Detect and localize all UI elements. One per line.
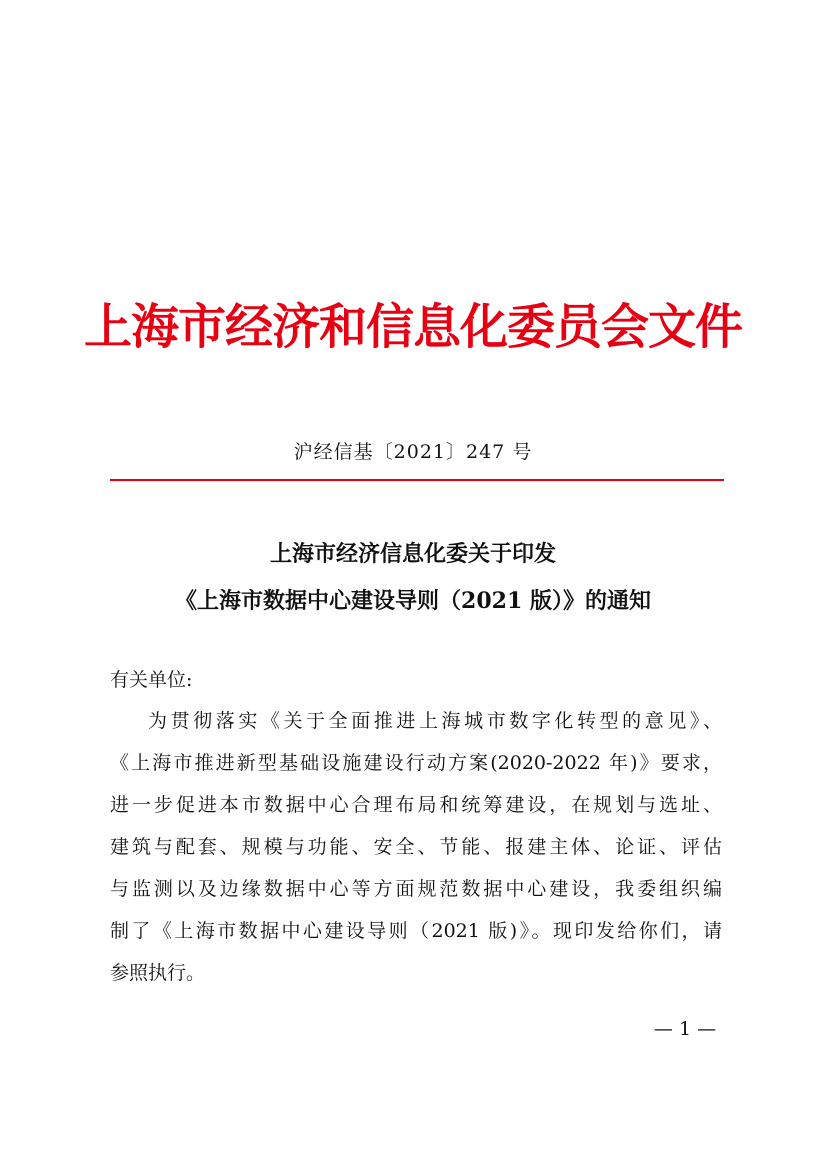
page-number: — 1 — [653, 1018, 717, 1040]
document-masthead: 上海市经济和信息化委员会文件 [83, 299, 742, 355]
notice-title-line-1: 上海市经济信息化委关于印发 [269, 541, 556, 567]
body-line: 《上海市推进新型基础设施建设行动方案(2020-2022 年)》要求， [110, 752, 722, 774]
body-line: 参照执行。 [110, 962, 206, 984]
header-divider [110, 479, 724, 481]
body-line: 与监测以及边缘数据中心等方面规范数据中心建设，我委组织编 [110, 878, 722, 900]
salutation: 有关单位: [110, 669, 193, 691]
document-number: 沪经信基〔2021〕247 号 [293, 441, 533, 463]
body-line: 制了《上海市数据中心建设导则（2021 版)》。现印发给你们，请 [110, 920, 722, 942]
body-line: 为贯彻落实《关于全面推进上海城市数字化转型的意见》、 [148, 710, 722, 732]
body-line: 建筑与配套、规模与功能、安全、节能、报建主体、论证、评估 [110, 836, 722, 858]
body-line: 进一步促进本市数据中心合理布局和统筹建设，在规划与选址、 [110, 794, 722, 816]
notice-title-line-2: 《上海市数据中心建设导则（2021 版）》的通知 [175, 588, 651, 614]
